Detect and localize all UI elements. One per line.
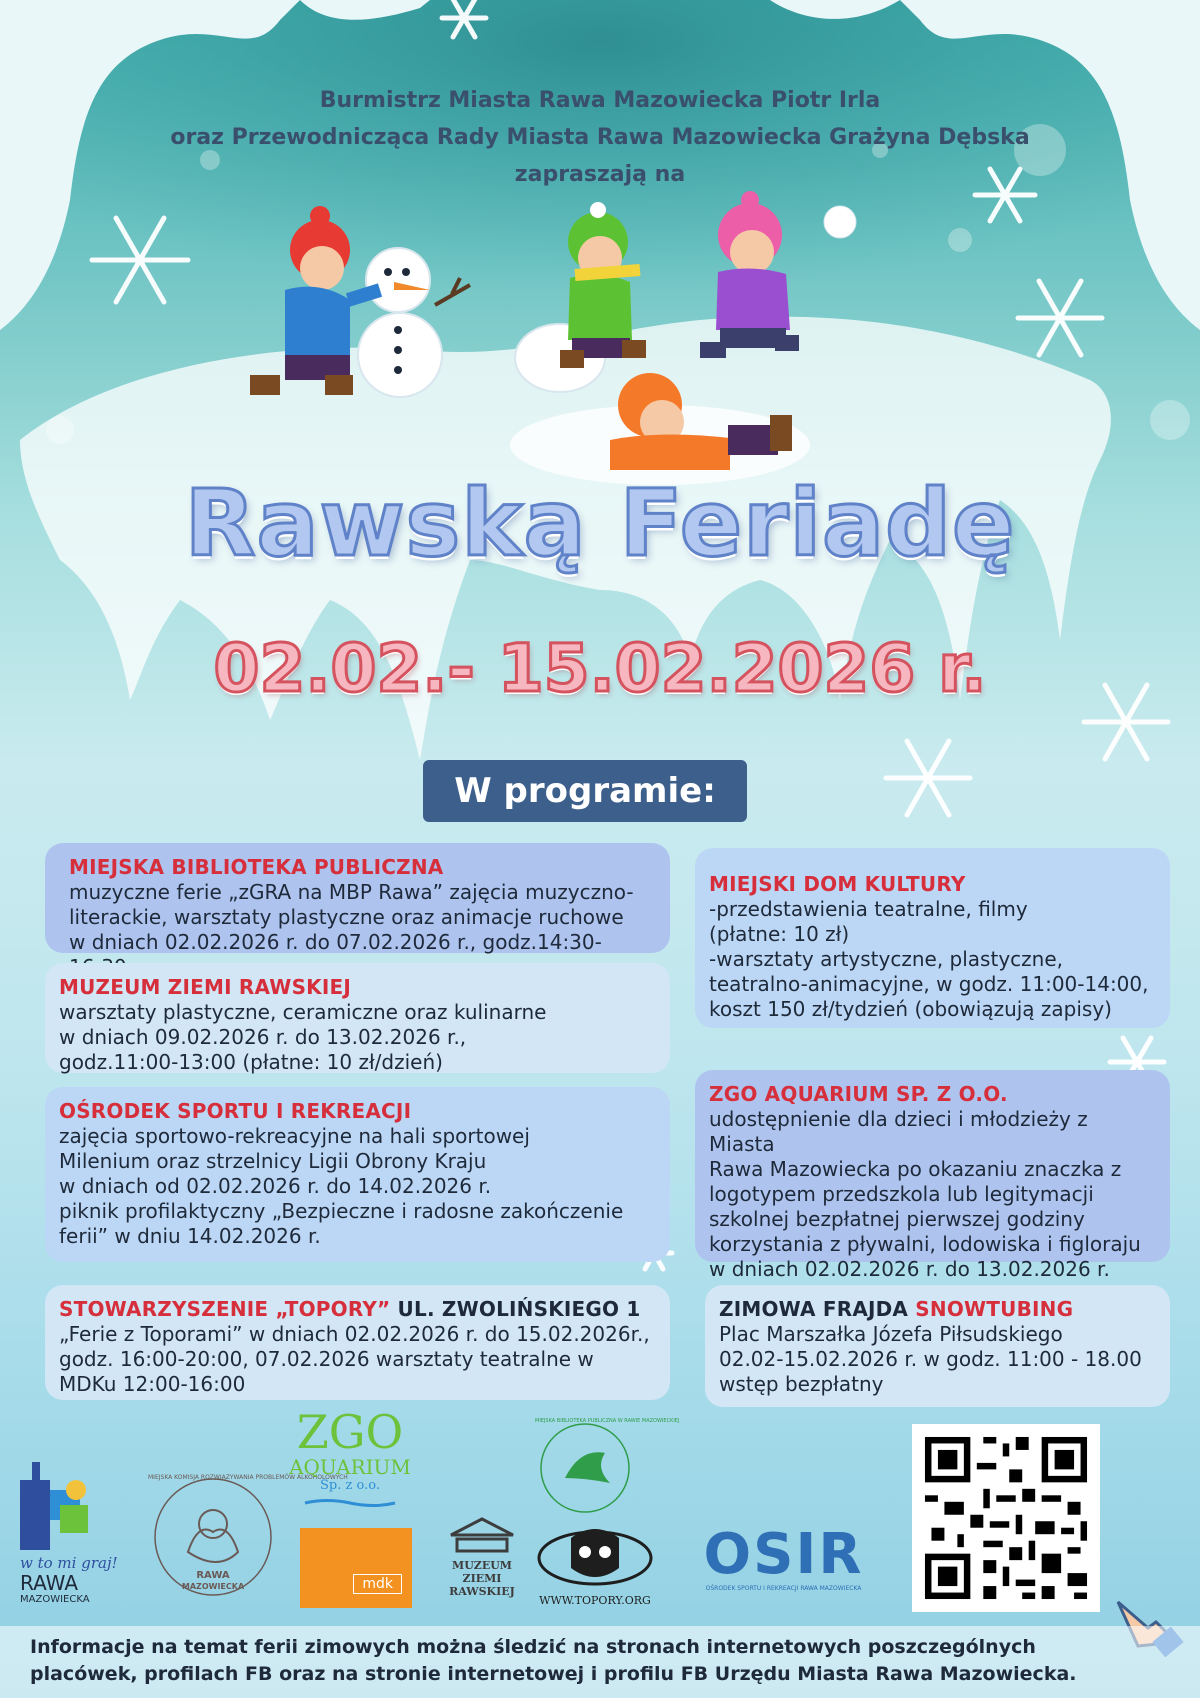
- header-line-3: zapraszają na: [514, 162, 686, 187]
- kid-green-coat-icon: [560, 202, 646, 368]
- logo-mdk: [300, 1528, 412, 1608]
- footer-line-1: Informacje na temat ferii zimowych można śledzić na stronach internetowych poszczególnych: [30, 1636, 1036, 1658]
- rawa-sub: MAZOWIECKA: [20, 1594, 90, 1605]
- card-text: muzyczne ferie „zGRA na MBP Rawa” zajęcia muzyczno- literackie, warsztaty plastyczne oraz animacje ruchowe w dniach 02.02.2026 r. do 07.02.2026 r., godz.14:30-: [69, 880, 634, 954]
- card-heading: MUZEUM ZIEMI RAWSKIEJ: [59, 975, 352, 999]
- logo-miejska-biblioteka: [535, 1418, 680, 1518]
- card-heading: OŚRODEK SPORTU I REKREACJI: [59, 1099, 412, 1123]
- muzeum-line-2: ZIEMI: [462, 1572, 502, 1585]
- osir-logo-text: OSIR: [703, 1522, 864, 1587]
- card-heading: [719, 1297, 1156, 1322]
- logo-zgo-aquarium: [285, 1405, 415, 1518]
- card-heading: ZGO AQUARIUM SP. Z O.O.: [709, 1082, 1008, 1106]
- topory-mask-icon: [535, 1520, 655, 1590]
- card-stowarzyszenie-topory: [45, 1285, 670, 1400]
- card-heading-address: UL. ZWOLIŃSKIEGO 1: [390, 1297, 641, 1321]
- biblioteka-bird-icon: [535, 1418, 680, 1518]
- card-zgo-aquarium: [695, 1070, 1170, 1281]
- card-heading-prefix: ZIMOWA FRAJDA: [719, 1297, 916, 1321]
- card-miejska-biblioteka: [45, 843, 670, 953]
- muzeum-line-1: MUZEUM: [452, 1559, 512, 1572]
- mdk-logo-text: mdk: [353, 1574, 402, 1594]
- qr-code[interactable]: [912, 1424, 1100, 1612]
- qr-code-icon: [912, 1424, 1100, 1612]
- kids-illustration: [230, 190, 910, 510]
- muzeum-line-3: RAWSKIEJ: [449, 1585, 515, 1598]
- header-line-2: oraz Przewodnicząca Rady Miasta Rawa Mazowiecka Grażyna Dębska: [170, 125, 1030, 150]
- wave-icon: [305, 1498, 395, 1508]
- card-text: zajęcia sportowo-rekreacyjne na hali sportowej Milenium oraz strzelnicy Ligii Obrony Kraju w dniach od 02.02.2026 r. do 14.02.2026 r. piknik profilaktyczny „Bezpieczne i radosne zakończenie ferii” w dniu 14.02.2026 r.: [59, 1124, 624, 1248]
- event-dates: 02.02.- 15.02.2026 r.: [213, 630, 987, 707]
- osir-logo-sub: OŚRODEK SPORTU I REKREACJI RAWA MAZOWIECKA: [705, 1585, 862, 1592]
- card-text: warsztaty plastyczne, ceramiczne oraz kulinarne w dniach 09.02.2026 r. do 13.02.2026 r., godz.11:00-13:00 (płatne: 10 zł/dzień): [59, 1000, 547, 1074]
- rawa-name: RAWA: [20, 1571, 79, 1595]
- zgo-logo-mid: AQUARIUM: [289, 1455, 411, 1479]
- program-heading: W programie:: [423, 760, 747, 822]
- card-text: Plac Marszałka Józefa Piłsudskiego 02.02-15.02.2026 r. w godz. 11:00 - 18.00 wstęp bezpłatny: [719, 1322, 1142, 1396]
- logo-muzeum-ziemi-rawskiej: [440, 1515, 524, 1605]
- event-title: Rawską Feriadę: [184, 470, 1016, 577]
- rawa-slogan: w to mi graj!: [20, 1554, 118, 1572]
- rawa-puzzle-icon: [20, 1460, 100, 1550]
- muzeum-building-icon: [447, 1515, 517, 1555]
- card-heading: [59, 1297, 656, 1322]
- card-osrodek-sportu: [45, 1087, 670, 1262]
- snowman-icon: [358, 248, 605, 397]
- kid-purple-coat-icon: [700, 191, 856, 358]
- card-text: „Ferie z Toporami” w dniach 02.02.2026 r. do 15.02.2026r., godz. 16:00-20:00, 07.02.2026 warsztaty teatralne w MDKu 12:00-16:00: [59, 1322, 650, 1396]
- card-miejski-dom-kultury: [695, 848, 1170, 1028]
- komisja-city-sub: MAZOWIECKA: [181, 1582, 245, 1591]
- logo-rawa-mazowiecka: [20, 1460, 130, 1620]
- topory-url: WWW.TOPORY.ORG: [539, 1594, 651, 1607]
- logo-topory: [530, 1520, 660, 1612]
- header-line-1: Burmistrz Miasta Rawa Mazowiecka Piotr Irla: [319, 88, 881, 113]
- zgo-logo-top: ZGO: [296, 1405, 404, 1459]
- biblioteka-ring-text: MIEJSKA BIBLIOTEKA PUBLICZNA W RAWIE MAZOWIECKIEJ: [535, 1418, 680, 1424]
- zgo-logo-sub: Sp. z o.o.: [320, 1478, 380, 1493]
- card-heading-name: STOWARZYSZENIE „TOPORY”: [59, 1297, 391, 1321]
- komisja-city: RAWA: [196, 1570, 230, 1581]
- card-text: -przedstawienia teatralne, filmy (płatne: 10 zł) -warsztaty artystyczne, plastyczne, teatralno-animacyjne, w godz. 11:00-14:00, koszt 150 zł/tydzień (obowiązują zapisy): [709, 897, 1149, 1021]
- logo-osir: [686, 1522, 881, 1605]
- logo-komisja-alkoholowa: [148, 1472, 348, 1612]
- komisja-ring-text: MIEJSKA KOMISJA ROZWIĄZYWANIA PROBLEMÓW ALKOHOLOWYCH: [148, 1474, 348, 1481]
- card-muzeum-ziemi-rawskiej: [45, 963, 670, 1073]
- card-heading-snowtubing: SNOWTUBING: [915, 1297, 1074, 1321]
- footer-line-2: placówek, profilach FB oraz na stronie internetowej i profilu FB Urzędu Miasta Rawa Mazowiecka.: [30, 1663, 1077, 1685]
- card-text: udostępnienie dla dzieci i młodzieży z Miasta Rawa Mazowiecka po okazaniu znaczka z logotypem przedszkola lub legitymacji szkolnej bezpłatnej pierwszej godziny korzystania z pływalni, lodowiska i figloraju w dniach 02.02.2026 r. do 13.02.2026 r.: [709, 1107, 1141, 1281]
- invitation-header: [100, 82, 1100, 193]
- footer-info: [0, 1626, 1200, 1698]
- card-heading: MIEJSKA BIBLIOTEKA PUBLICZNA: [69, 855, 444, 879]
- card-snowtubing: [705, 1285, 1170, 1407]
- komisja-hands-icon: [148, 1472, 348, 1612]
- card-heading: MIEJSKI DOM KULTURY: [709, 872, 966, 896]
